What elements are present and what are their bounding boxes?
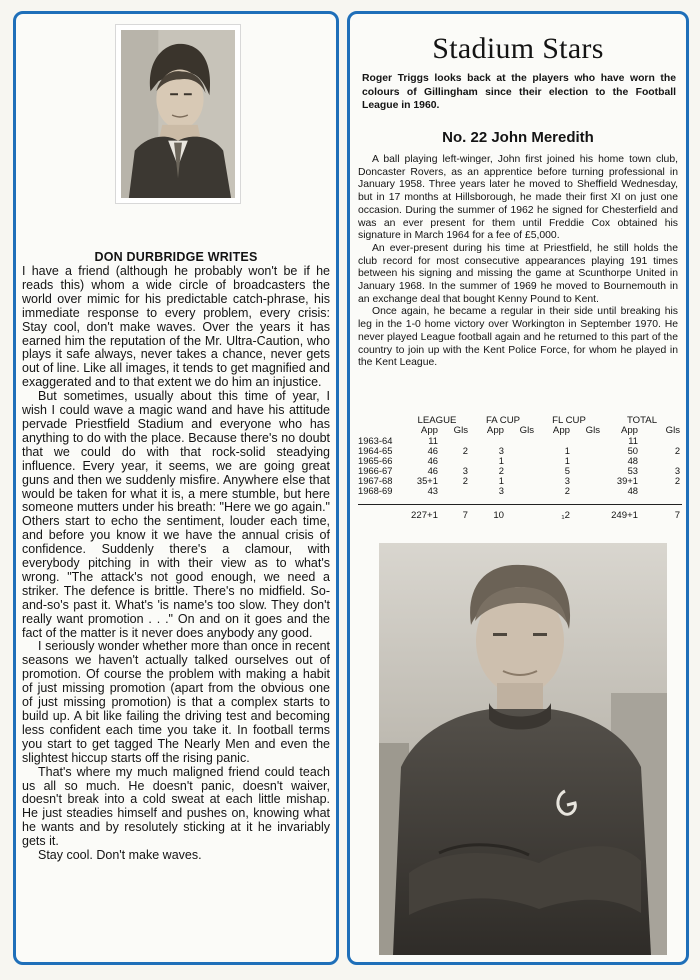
total-cell: [506, 505, 536, 521]
stat-cell: 35+1: [416, 475, 438, 486]
stat-cell: [506, 456, 536, 466]
stat-cell: [506, 466, 536, 476]
stat-cell: 3: [498, 445, 504, 456]
author-photo: [121, 30, 235, 198]
group-total: TOTAL: [627, 415, 658, 426]
column-body: [22, 265, 330, 863]
stat-cell: [440, 486, 470, 496]
stat-cell: [572, 436, 602, 446]
total-cell: 10: [493, 510, 504, 521]
stat-cell: 3: [564, 475, 570, 486]
stat-cell: 2: [462, 475, 468, 486]
stat-cell: 3: [674, 465, 681, 476]
stadium-stars-panel: [347, 11, 689, 965]
stat-cell: 5: [564, 465, 570, 476]
stat-cell: 2: [564, 485, 570, 496]
group-fa-cup: FA CUP: [485, 415, 521, 426]
stat-cell: 39+1: [616, 475, 639, 486]
stat-cell: [572, 466, 602, 476]
stats-row: [358, 486, 682, 496]
appearance-stats-table: [358, 416, 682, 521]
season-cell: 1967-68: [358, 475, 393, 486]
sub-header-cell: Gls: [665, 425, 681, 436]
total-cell: 7: [462, 510, 468, 521]
stat-cell: [572, 486, 602, 496]
player-photo-figure: [379, 543, 667, 955]
stat-cell: [572, 456, 602, 466]
group-fl-cup: FL CUP: [552, 415, 586, 426]
stat-cell: 2: [462, 445, 468, 456]
bio-paragraph: A ball playing left-winger, John first joined his home town club, Doncaster Rovers, as an apprentice before turning professional in January 1958. Three years later he moved to Sheffield Wednesday, but in 17 months at Hillsborough, he made their first XI on just one occasion. During the summer of 1962 he signed for Chesterfield and was an ever present for them until Freddie Cox obtained his signature in March 1964 for a fee of £5,000.: [358, 154, 678, 242]
stat-cell: 2: [674, 475, 681, 486]
column-paragraph: But sometimes, usually about this time of year, I wish I could wave a magic wand and have his attitude pervade Priestfield Stadium and everyone who has anything to do with the place. Because there's no doubt that we could do with that rock-solid steadying influence. Every year, it seems, we are going great guns and then we suddenly misfire. Anywhere else that would be taken for what it is, a mere stumble, but here someone mutters under his breath: "Here we go again." Others start to echo the sentiment, louder each time, and before you know it we have the annual crisis of confidence. Suddenly there's a clamour, with everybody pitching in with their view as to what's wrong. "The attack's not good enough, we need a striker. The defence is brittle. There's no midfield. So-and-so's past it. What's 'is name's too slow. They don't really want promotion . . ." On and on it goes and the fact of the matter is it never does anybody any good.: [22, 389, 330, 640]
stat-cell: 46: [427, 455, 438, 466]
author-portrait: [115, 24, 241, 204]
stat-cell: [572, 476, 602, 486]
season-cell: 1965-66: [358, 455, 393, 466]
stat-cell: 43: [427, 485, 438, 496]
sub-header-cell: App: [486, 425, 504, 436]
stat-cell: [506, 476, 536, 486]
sub-header-cell: App: [420, 425, 438, 436]
total-cell: ₁2: [561, 510, 570, 521]
season-cell: 1963-64: [358, 435, 393, 446]
sub-header-cell: Gls: [453, 425, 468, 436]
season-cell: 1966-67: [358, 465, 393, 476]
stat-cell: 53: [627, 465, 639, 476]
sub-header-cell: App: [552, 425, 570, 436]
stat-cell: 1: [564, 455, 570, 466]
season-cell: 1964-65: [358, 445, 393, 456]
stats-totals-row: [358, 505, 682, 521]
stat-cell: 1: [498, 475, 504, 486]
stat-cell: 50: [627, 445, 639, 456]
column-paragraph: That's where my much maligned friend could teach us all so much. He doesn't panic, doesn't waiver, doesn't break into a cold sweat at each little mishap. He just steadies himself and pushes on, knowing what he wants and by resolutely sticking at it he invariably gets it.: [22, 764, 330, 849]
column-panel-left: [13, 11, 339, 965]
total-cell: 227+1: [411, 510, 438, 521]
sub-header-cell: Gls: [585, 425, 601, 436]
stat-cell: 1: [498, 455, 504, 466]
player-biography: [358, 154, 678, 370]
sub-header-cell: Gls: [519, 425, 534, 436]
stat-cell: 3: [498, 485, 504, 496]
total-cell: 249+1: [611, 510, 639, 521]
stat-cell: [506, 486, 536, 496]
column-paragraph: Stay cool. Don't make waves.: [38, 848, 202, 863]
stat-cell: 11: [628, 435, 639, 446]
total-cell: 7: [674, 510, 681, 521]
stat-cell: [506, 446, 536, 456]
sub-header-cell: App: [620, 425, 639, 436]
player-photo: [379, 543, 667, 955]
bio-paragraph: Once again, he became a regular in their side until breaking his leg in the 1-0 home victory over Workington in September 1970. He never played League football again and he returned to this part of the country to join up with the Kent Police Force, for whom he played in the Kent League.: [358, 306, 678, 369]
stat-cell: 1: [564, 445, 570, 456]
stat-cell: [506, 436, 536, 446]
column-heading: DON DURBRIDGE WRITES: [94, 250, 258, 264]
column-paragraph: I seriously wonder whether more than once in recent seasons we haven't actually talked ourselves out of promotion. Of course the problem with making a habit of just missing promotion (apart from the obvious one of just missing promotion) is that a complex starts to build up. A bit like failing the driving test and becoming less confident each time you take it. In football terms you start to get tagged The Nearly Men and even the slightest hiccup starts off the rising panic.: [22, 639, 330, 765]
stat-cell: [640, 486, 682, 496]
group-league: LEAGUE: [417, 415, 457, 426]
stat-cell: 48: [627, 455, 639, 466]
bio-paragraph: An ever-present during his time at Priestfield, he still holds the club record for most consecutive appearances playing 191 times between his signing and missing the game at Scunthorpe United in January 1968. In the summer of 1969 he moved to Bournemouth in an exchange deal that bought Kenny Pound to Kent.: [358, 242, 678, 305]
player-heading: No. 22 John Meredith: [442, 129, 594, 146]
author-photo-figure: [121, 30, 235, 198]
season-cell: 1968-69: [358, 485, 393, 496]
total-cell: [572, 505, 602, 521]
stat-cell: 2: [674, 445, 681, 456]
feature-title: Stadium Stars: [432, 32, 604, 65]
stat-cell: 11: [428, 435, 438, 446]
feature-intro: Roger Triggs looks back at the players who have worn the colours of Gillingham since their election to the Football League in 1960.: [362, 73, 676, 112]
column-paragraph: I have a friend (although he probably won't be if he reads this) whom a wide circle of broadcasters the world over mimic for his predictable catch-phrase, his immediate response to every problem, every crisis: Stay cool, don't make waves. Over the years it has earned him the reputation of the Mr. Ultra-Caution, who plays it safe always, never takes a chance, never gets out of line. Like all images, it tends to get magnified and exaggerated and to that extent we do him an injustice.: [22, 264, 330, 390]
stat-cell: 3: [462, 465, 468, 476]
stat-cell: 46: [427, 465, 438, 476]
stat-cell: [572, 446, 602, 456]
stat-cell: 46: [427, 445, 438, 456]
stat-cell: 2: [498, 465, 504, 476]
stat-cell: 48: [627, 485, 639, 496]
